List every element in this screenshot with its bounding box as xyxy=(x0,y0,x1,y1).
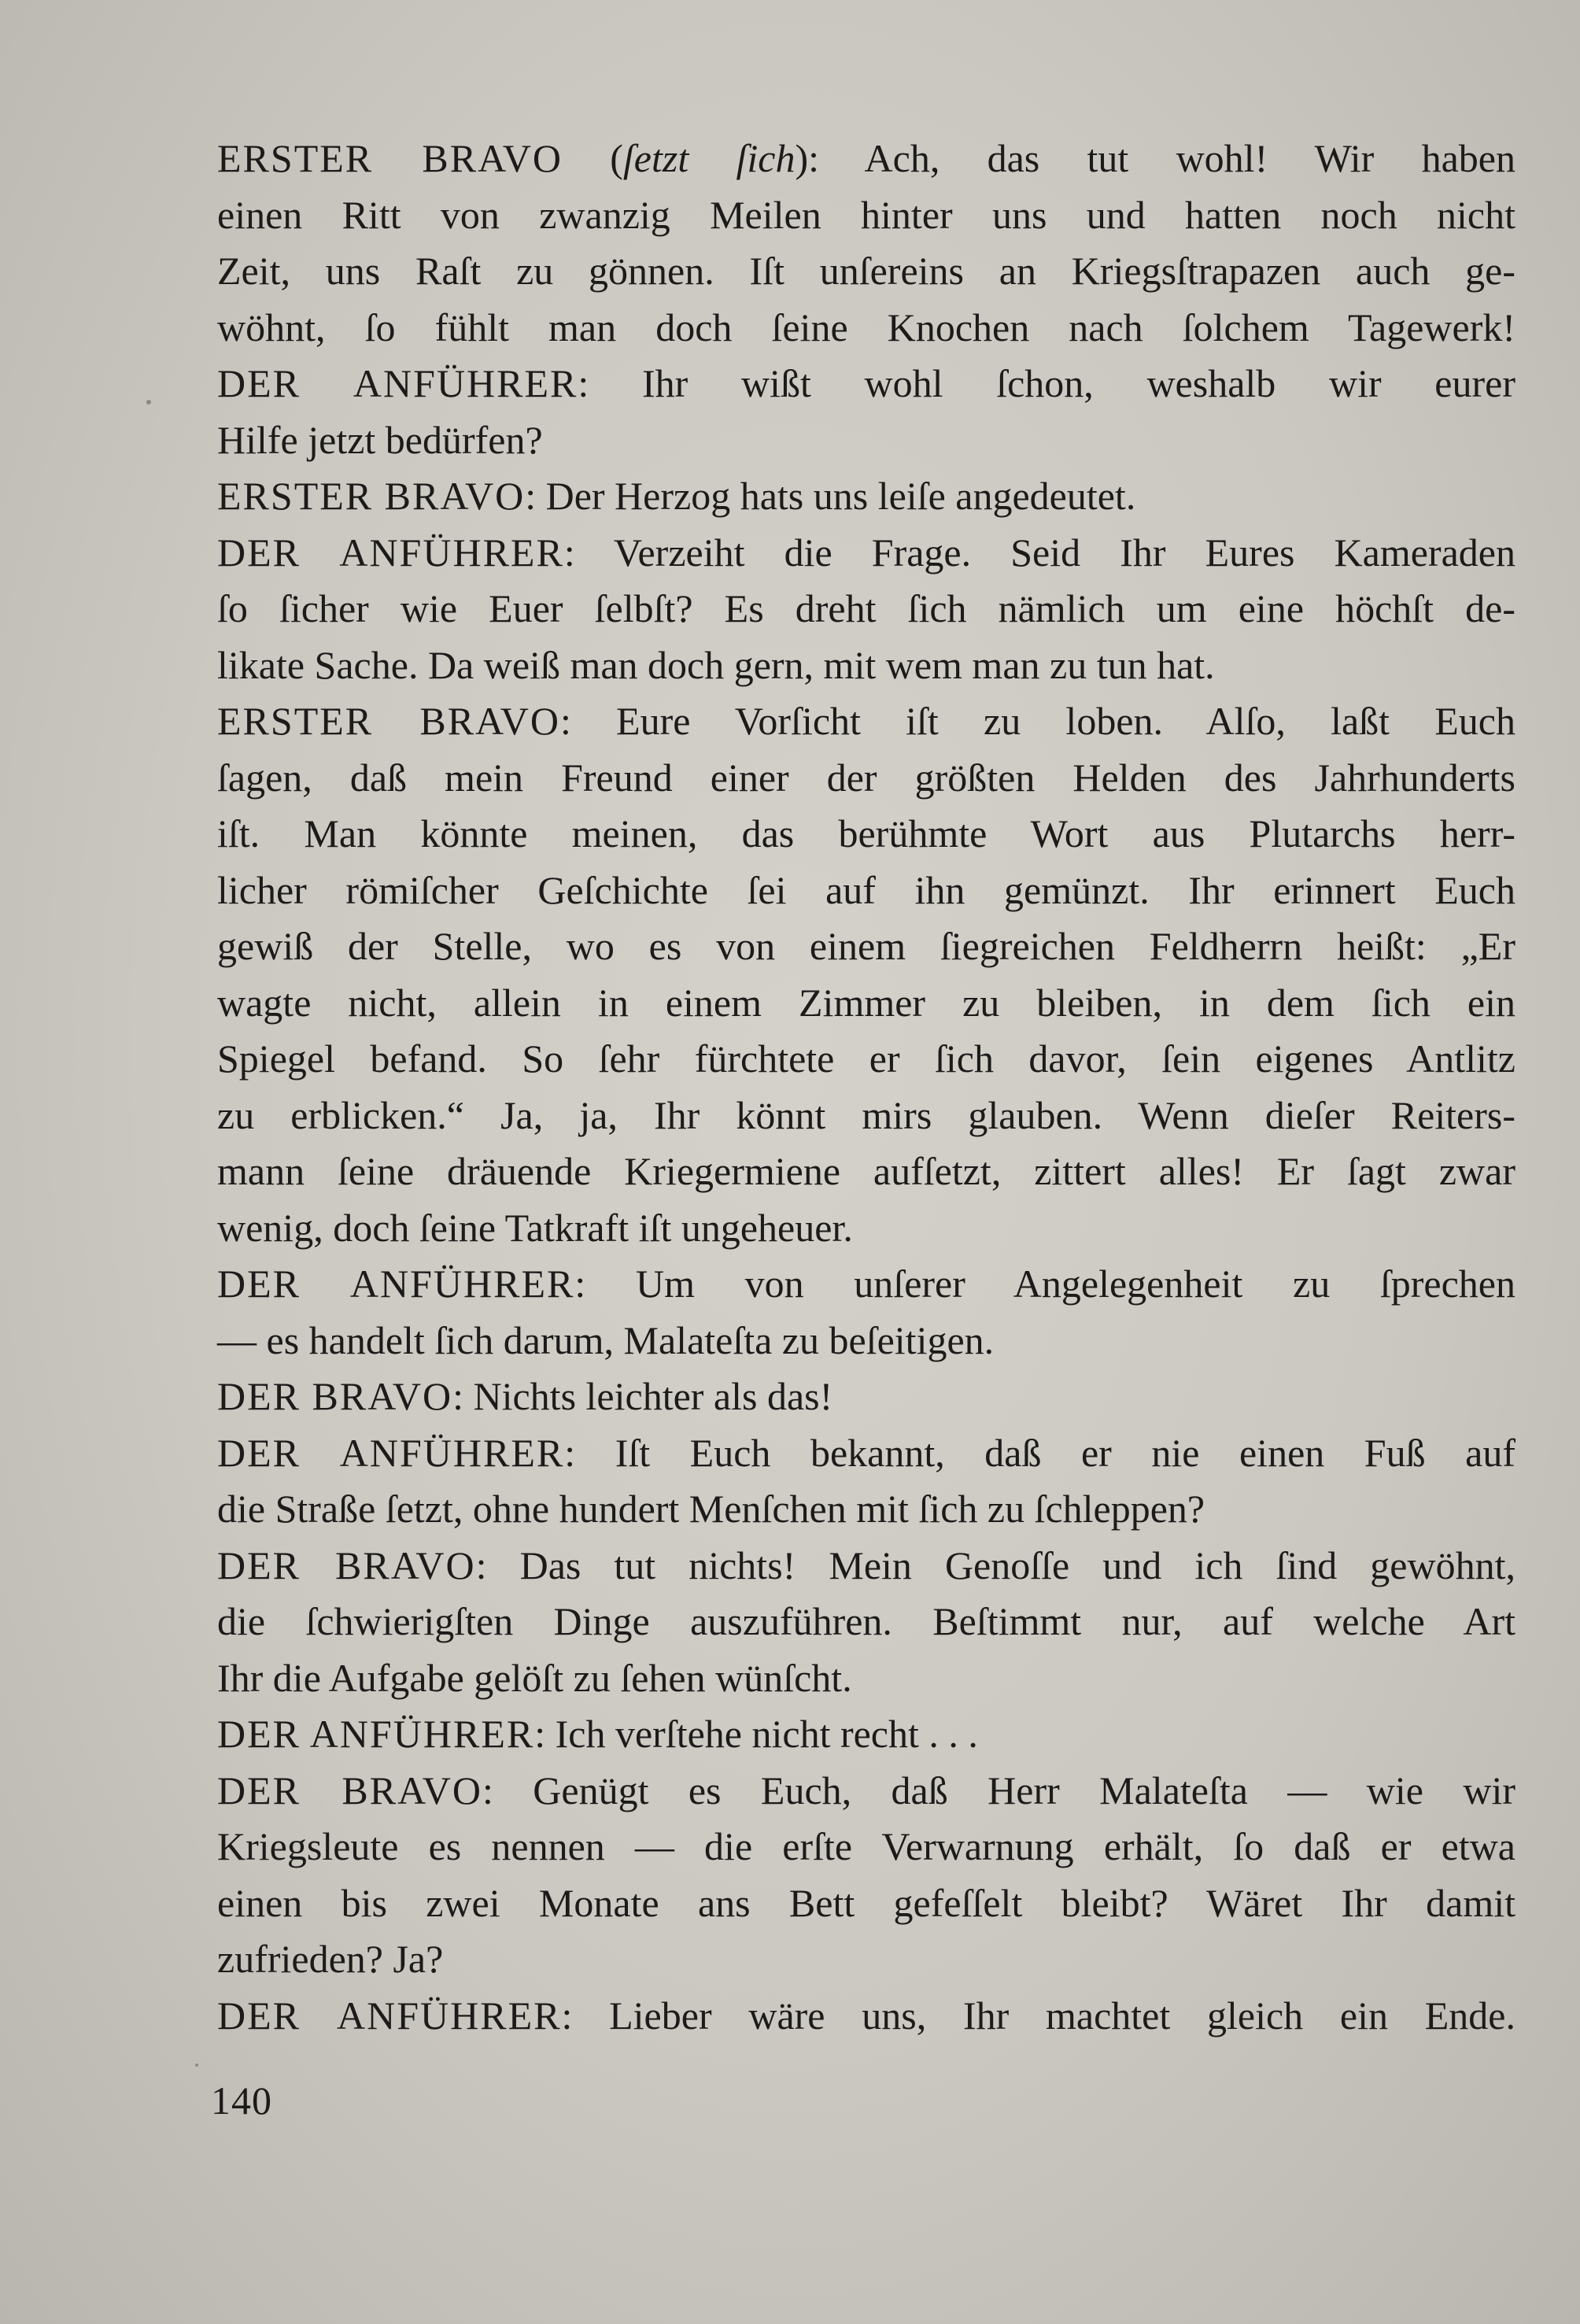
line-text: Zeit, uns Raſt zu gönnen. Iſt unſereins an Kriegsſtrapazen auch ge- xyxy=(217,249,1515,293)
paper-speck xyxy=(195,2064,198,2067)
line-text: : Um von unſerer Angelegenheit zu ſprechen xyxy=(574,1262,1515,1306)
line-text: : Der Herzog hats uns leiſe angedeutet. xyxy=(525,474,1136,518)
line-text: ): Ach, das tut wohl! Wir haben xyxy=(795,136,1515,180)
line-text: : Ich verſtehe nicht recht . . . xyxy=(534,1712,978,1756)
text-line xyxy=(217,750,1515,807)
text-line xyxy=(217,1088,1515,1144)
dialogue-text xyxy=(217,131,1515,2044)
text-line xyxy=(217,356,1515,412)
stage-direction: ſetzt ſich xyxy=(622,136,796,180)
speaker-name: ERSTER BRAVO xyxy=(217,699,560,743)
line-text: zufrieden? Ja? xyxy=(217,1937,444,1981)
line-text: : Ihr wißt wohl ſchon, weshalb wir eurer xyxy=(578,361,1515,405)
line-text: einen bis zwei Monate ans Bett gefeſſelt bleibt? Wäret Ihr damit xyxy=(217,1880,1515,1925)
text-line xyxy=(217,1144,1515,1200)
text-line xyxy=(217,1313,1515,1369)
text-line xyxy=(217,1594,1515,1650)
line-text: wöhnt, ſo fühlt man doch ſeine Knochen nach ſolchem Tagewerk! xyxy=(217,305,1515,349)
speaker-name: DER ANFÜHRER xyxy=(217,1712,535,1756)
line-text: : Das tut nichts! Mein Genoſſe und ich ſind gewöhnt, xyxy=(475,1543,1515,1587)
line-text: — es handelt ſich darum, Malateſta zu beſeitigen. xyxy=(217,1317,995,1362)
text-line xyxy=(217,1481,1515,1538)
text-line xyxy=(217,1819,1515,1875)
text-line xyxy=(217,863,1515,919)
speaker-name: DER ANFÜHRER xyxy=(217,1430,565,1475)
paper-speck xyxy=(146,400,151,405)
text-line xyxy=(217,300,1515,357)
speaker-name: DER BRAVO xyxy=(217,1543,476,1587)
line-text: mann ſeine dräuende Kriegermiene aufſetzt, zittert alles! Er ſagt zwar xyxy=(217,1149,1515,1193)
text-line xyxy=(217,806,1515,863)
text-line xyxy=(217,1425,1515,1482)
line-text: einen Ritt von zwanzig Meilen hinter uns und hatten noch nicht xyxy=(217,192,1515,237)
line-text: wagte nicht, allein in einem Zimmer zu bleiben, in dem ſich ein xyxy=(217,980,1515,1025)
text-line xyxy=(217,693,1515,750)
text-line xyxy=(217,131,1515,187)
speaker-name: DER ANFÜHRER xyxy=(217,530,564,575)
line-text: Hilfe jetzt bedürfen? xyxy=(217,417,543,462)
speaker-name: DER ANFÜHRER xyxy=(217,1993,562,2038)
text-line xyxy=(217,1988,1515,2045)
text-line xyxy=(217,581,1515,637)
line-text: : Verzeiht die Frage. Seid Ihr Eures Kameraden xyxy=(563,530,1515,575)
speaker-name: ERSTER BRAVO xyxy=(217,474,526,518)
line-text: likate Sache. Da weiß man doch gern, mit wem man zu tun hat. xyxy=(217,642,1215,687)
text-line xyxy=(217,975,1515,1032)
text-line xyxy=(217,1763,1515,1820)
line-text: die ſchwierigſten Dinge auszuführen. Beſtimmt nur, auf welche Art xyxy=(217,1599,1515,1643)
text-line xyxy=(217,1875,1515,1932)
speaker-name: DER ANFÜHRER xyxy=(217,1262,575,1306)
line-text: ſagen, daß mein Freund einer der größten Helden des Jahrhunderts xyxy=(217,755,1515,800)
line-text: iſt. Man könnte meinen, das berühmte Wort aus Plutarchs herr- xyxy=(217,811,1515,855)
text-line xyxy=(217,468,1515,525)
line-text: wenig, doch ſeine Tatkraft iſt ungeheuer. xyxy=(217,1205,853,1250)
line-text: Kriegsleute es nennen — die erſte Verwarnung erhält, ſo daß er etwa xyxy=(217,1824,1515,1868)
line-text: : Nichts leichter als das! xyxy=(452,1374,833,1418)
line-text: ( xyxy=(562,136,623,180)
text-line xyxy=(217,1369,1515,1425)
line-text: zu erblicken.“ Ja, ja, Ihr könnt mirs glauben. Wenn dieſer Reiters- xyxy=(217,1092,1515,1137)
text-line xyxy=(217,1538,1515,1594)
text-line xyxy=(217,1650,1515,1707)
text-line xyxy=(217,412,1515,469)
text-line xyxy=(217,243,1515,300)
line-text: : Genügt es Euch, daß Herr Malateſta — wie wir xyxy=(482,1768,1515,1812)
line-text: die Straße ſetzt, ohne hundert Menſchen mit ſich zu ſchleppen? xyxy=(217,1487,1205,1531)
text-line xyxy=(217,1706,1515,1763)
text-line xyxy=(217,1031,1515,1088)
speaker-name: DER BRAVO xyxy=(217,1374,453,1418)
line-text: licher römiſcher Geſchichte ſei auf ihn gemünzt. Ihr erinnert Euch xyxy=(217,867,1515,912)
line-text: ſo ſicher wie Euer ſelbſt? Es dreht ſich nämlich um eine höchſt de- xyxy=(217,586,1515,630)
line-text: Ihr die Aufgabe gelöſt zu ſehen wünſcht. xyxy=(217,1655,852,1700)
text-line xyxy=(217,187,1515,244)
text-line xyxy=(217,1256,1515,1313)
line-text: : Lieber wäre uns, Ihr machtet gleich ein Ende. xyxy=(561,1993,1515,2038)
text-line xyxy=(217,637,1515,694)
text-line xyxy=(217,1931,1515,1988)
text-line xyxy=(217,918,1515,975)
text-line xyxy=(217,1200,1515,1257)
line-text: : Eure Vorſicht iſt zu loben. Alſo, laßt Euch xyxy=(559,699,1515,743)
line-text: : Iſt Euch bekannt, daß er nie einen Fuß auf xyxy=(564,1430,1515,1475)
line-text: gewiß der Stelle, wo es von einem ſiegreichen Feldherrn heißt: „Er xyxy=(217,924,1515,968)
text-line xyxy=(217,525,1515,582)
speaker-name: DER ANFÜHRER xyxy=(217,361,578,405)
speaker-name: ERSTER BRAVO xyxy=(217,136,563,180)
speaker-name: DER BRAVO xyxy=(217,1768,482,1812)
line-text: Spiegel befand. So ſehr fürchtete er ſich davor, ſein eigenes Antlitz xyxy=(217,1036,1515,1081)
page-number: 140 xyxy=(211,2078,272,2123)
